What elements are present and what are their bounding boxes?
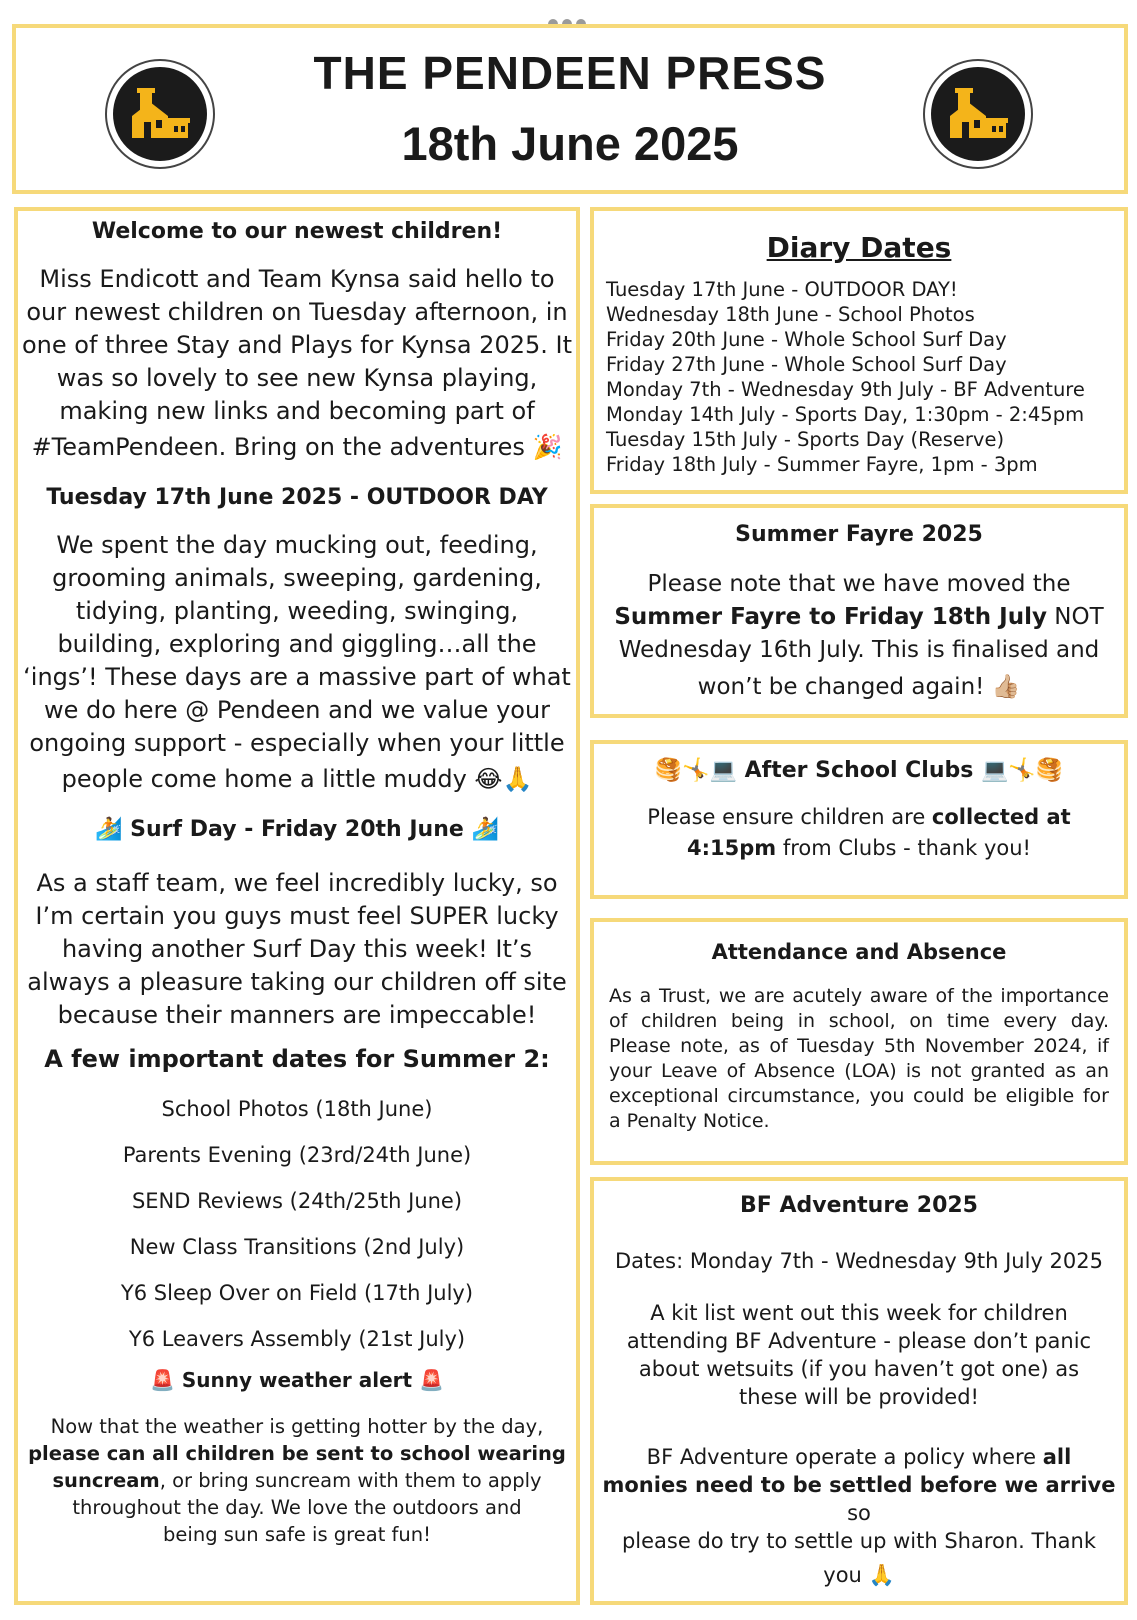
list-item: Y6 Leavers Assembly (21st July) xyxy=(128,1327,466,1351)
list-item: School Photos (18th June) xyxy=(161,1097,433,1121)
list-item: Friday 27th June - Whole School Surf Day xyxy=(606,353,1007,376)
surf-text: As a staff team, we feel incredibly lucky, so I’m certain you guys must feel SUPER lucky having another Surf Day this week! It’s always a pleasure taking our children off site because their manners are impeccable! xyxy=(27,869,567,1029)
diary-dates-box xyxy=(590,207,1128,494)
summer-dates-heading: A few important dates for Summer 2: xyxy=(44,1045,550,1073)
list-item: Monday 14th July - Sports Day, 1:30pm - 2:45pm xyxy=(606,403,1085,426)
list-item: Y6 Sleep Over on Field (17th July) xyxy=(120,1281,474,1305)
fayre-heading: Summer Fayre 2025 xyxy=(735,522,983,547)
summer-fayre-box xyxy=(590,504,1128,718)
list-item: Tuesday 17th June - OUTDOOR DAY! xyxy=(606,278,958,301)
list-item: Parents Evening (23rd/24th June) xyxy=(122,1143,472,1167)
summer-dates-list xyxy=(18,1086,576,1362)
clubs-heading: 🥞🤸💻 After School Clubs 💻🤸🥞 xyxy=(654,758,1064,783)
list-item: Monday 7th - Wednesday 9th July - BF Adventure xyxy=(606,378,1085,401)
newsletter-date: 18th June 2025 xyxy=(401,117,739,170)
list-item: Wednesday 18th June - School Photos xyxy=(606,303,975,326)
bf-kit-text: A kit list went out this week for children attending BF Adventure - please don’t panic about wetsuits (if you haven’t got one) as these will be provided! xyxy=(626,1301,1092,1409)
attendance-box xyxy=(590,918,1128,1165)
attendance-text: As a Trust, we are acutely aware of the importance of children being in school, on time every day. Please note, as of Tuesday 5th November 2024, if your Leave of Absence (LOA) is not granted as an exceptional circumstance, you could be eligible for a Penalty Notice. xyxy=(609,985,1109,1132)
list-item: Friday 20th June - Whole School Surf Day xyxy=(606,328,1007,351)
attendance-heading: Attendance and Absence xyxy=(711,940,1007,964)
diary-title: Diary Dates xyxy=(766,231,952,264)
sunny-alert-heading: 🚨 Sunny weather alert 🚨 xyxy=(150,1368,444,1392)
list-item: Friday 18th July - Summer Fayre, 1pm - 3pm xyxy=(606,453,1038,476)
left-column xyxy=(14,207,580,1605)
after-school-clubs-box xyxy=(590,740,1128,899)
welcome-heading: Welcome to our newest children! xyxy=(91,219,503,244)
masthead xyxy=(12,24,1128,194)
bf-policy-text: BF Adventure operate a policy where all monies need to be settled before we arrive so please do try to settle up with Sharon. Thank you 🙏 xyxy=(602,1445,1116,1587)
surf-heading: 🏄 Surf Day - Friday 20th June 🏄 xyxy=(95,817,499,842)
list-item: SEND Reviews (24th/25th June) xyxy=(131,1189,463,1213)
newsletter-title: THE PENDEEN PRESS xyxy=(313,47,827,99)
list-item: New Class Transitions (2nd July) xyxy=(129,1235,465,1259)
outdoor-text: We spent the day mucking out, feeding, grooming animals, sweeping, gardening, tidying, planting, weeding, swinging, building, exploring and giggling…all the ‘ings’! These days are a massive part of what we do here @ Pendeen and we value your ongoing support - especially when your little people come home a little muddy 😂🙏 xyxy=(23,531,571,793)
list-item: Tuesday 15th July - Sports Day (Reserve) xyxy=(606,428,1005,451)
bf-adventure-box xyxy=(590,1177,1128,1605)
clubs-text: Please ensure children are collected at 4:15pm from Clubs - thank you! xyxy=(647,805,1071,860)
bf-heading: BF Adventure 2025 xyxy=(740,1193,978,1218)
diary-list xyxy=(606,277,1085,477)
bf-dates: Dates: Monday 7th - Wednesday 9th July 2025 xyxy=(614,1249,1103,1273)
fayre-text: Please note that we have moved the Summer Fayre to Friday 18th July NOT Wednesday 16th July. This is finalised and won’t be changed again! 👍🏼 xyxy=(614,571,1104,700)
school-logo-icon xyxy=(922,58,1034,170)
sunny-alert-text: Now that the weather is getting hotter by the day, please can all children be sent to school wearing suncream, or bring suncream with them to apply throughout the day. We love the outdoors and being sun safe is great fun! xyxy=(28,1415,566,1546)
welcome-text: Miss Endicott and Team Kynsa said hello to our newest children on Tuesday afternoon, in one of three Stay and Plays for Kynsa 2025. It was so lovely to see new Kynsa playing, making new links and becoming part of #TeamPendeen. Bring on the adventures 🎉 xyxy=(21,265,573,461)
outdoor-heading: Tuesday 17th June 2025 - OUTDOOR DAY xyxy=(46,485,548,510)
